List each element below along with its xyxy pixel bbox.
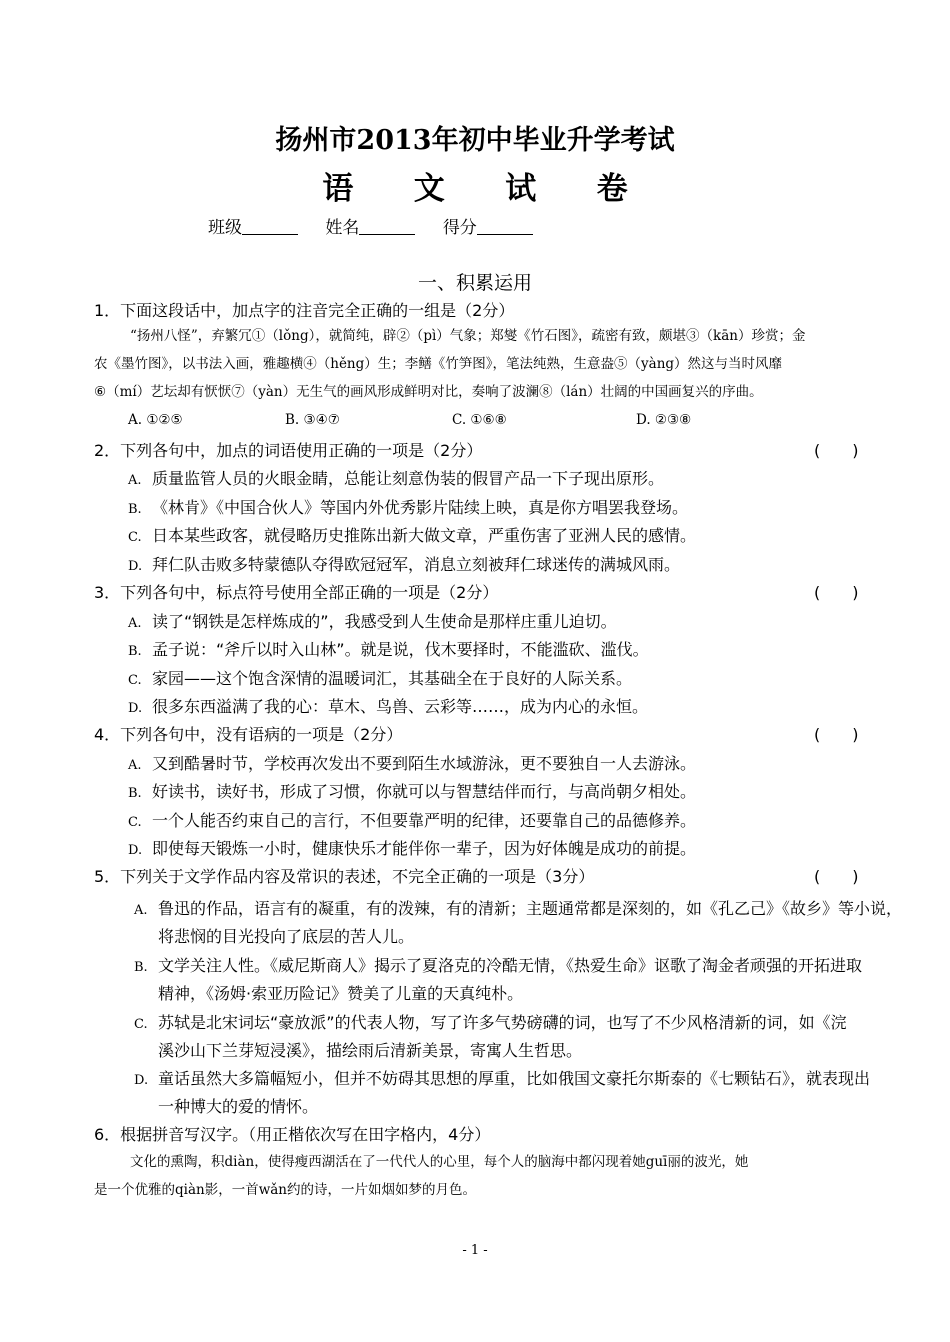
page-number: - 1 -: [462, 1243, 488, 1258]
q1-option-b[interactable]: B. ③④⑦: [285, 412, 340, 428]
q1-option-c[interactable]: C. ①⑥⑧: [452, 412, 507, 428]
q5-stem: 5．下列关于文学作品内容及常识的表述，不完全正确的一项是（3分） ( ): [94, 864, 594, 887]
q5-option-b-cont: 精神，《汤姆·索亚历险记》赞美了儿童的天真纯朴。: [158, 984, 524, 1003]
q4-stem: 4．下列各句中，没有语病的一项是（2分） ( ): [94, 722, 402, 745]
q2-option-d[interactable]: D. 拜仁队击败多特蒙德队夺得欧冠冠军，消息立刻被拜仁球迷传的满城风雨。: [128, 555, 681, 574]
q3-option-a[interactable]: A. 读了“钢铁是怎样炼成的”，我感受到人生使命是那样庄重儿迫切。: [128, 612, 617, 631]
q6-passage-line: 文化的熏陶，积diàn，使得瘦西湖活在了一代代人的心里，每个人的脑海中都闪现着她guī丽的波光，她: [130, 1154, 749, 1170]
exam-subtitle: 语 文 试 卷: [322, 171, 653, 207]
q5-option-a[interactable]: A. 鲁迅的作品，语言有的凝重，有的泼辣，有的清新；主题通常都是深刻的，如《孔乙己》《故乡》等小说，: [134, 899, 903, 918]
answer-bracket[interactable]: ( ): [814, 867, 859, 886]
class-label: 班级: [208, 218, 242, 238]
q4-option-a[interactable]: A. 又到酷暑时节，学校再次发出不要到陌生水域游泳，更不要独自一人去游泳。: [128, 754, 697, 773]
student-info-row: [208, 213, 555, 238]
q1-option-a[interactable]: A. ①②⑤: [128, 412, 183, 428]
q5-option-a-cont: 将悲悯的目光投向了底层的苦人儿。: [158, 927, 415, 946]
answer-bracket[interactable]: ( ): [814, 725, 859, 744]
q4-option-d[interactable]: D. 即使每天锻炼一小时，健康快乐才能伴你一辈子，因为好体魄是成功的前提。: [128, 839, 697, 858]
score-blank[interactable]: [477, 218, 533, 235]
q4-option-b[interactable]: B. 好读书，读好书，形成了习惯，你就可以与智慧结伴而行，与高尚朝夕相处。: [128, 782, 697, 801]
q2-option-b[interactable]: B. 《林肯》《中国合伙人》等国内外优秀影片陆续上映，真是你方唱罢我登场。: [128, 498, 689, 517]
q1-passage-line: 农《墨竹图》，以书法入画，雅趣横④（hěng）生；李鳝《竹笋图》，笔法纯熟，生意盎⑤（yàng）然这与当时风靡: [94, 356, 783, 372]
name-label: 姓名: [325, 218, 360, 238]
q2-option-c[interactable]: C. 日本某些政客，就侵略历史推陈出新大做文章，严重伤害了亚洲人民的感情。: [128, 526, 697, 545]
q5-option-d-cont: 一种博大的爱的情怀。: [158, 1097, 319, 1116]
score-label: 得分: [442, 218, 477, 238]
section-heading: 一、积累运用: [417, 272, 532, 294]
q3-option-d[interactable]: D. 很多东西溢满了我的心：草木、鸟兽、云彩等……，成为内心的永恒。: [128, 697, 649, 716]
q3-option-c[interactable]: C. 家园——这个饱含深情的温暖词汇，其基础全在于良好的人际关系。: [128, 669, 633, 688]
answer-bracket[interactable]: ( ): [814, 583, 859, 602]
q4-option-c[interactable]: C. 一个人能否约束自己的言行，不但要靠严明的纪律，还要靠自己的品德修养。: [128, 811, 697, 830]
q5-option-c-cont: 溪沙山下兰芽短浸溪》，描绘雨后清新美景，寄寓人生哲思。: [158, 1041, 583, 1060]
q1-passage-line: “扬州八怪”，弃繁冗①（lǒng），就简纯，辟②（pì）气象；郑燮《竹石图》，疏密有致，颇堪③（kān）珍赏；金: [130, 328, 806, 344]
q6-stem: 6．根据拼音写汉字。（用正楷依次写在田字格内，4分）: [94, 1125, 491, 1144]
class-blank[interactable]: [242, 218, 298, 235]
q5-option-d[interactable]: D. 童话虽然大多篇幅短小，但并不妨碍其思想的厚重，比如俄国文豪托尔斯泰的《七颗钻石》，就表现出: [134, 1069, 871, 1088]
exam-title: 扬州市2013年初中毕业升学考试: [275, 125, 675, 156]
answer-bracket[interactable]: ( ): [814, 441, 859, 460]
q2-option-a[interactable]: A. 质量监管人员的火眼金睛，总能让刻意伪装的假冒产品一下子现出原形。: [128, 469, 665, 488]
q2-stem: 2．下列各句中，加点的词语使用正确的一项是（2分） ( ): [94, 438, 482, 461]
q1-option-d[interactable]: D. ②③⑧: [636, 412, 692, 428]
name-blank[interactable]: [359, 218, 415, 235]
q6-passage-line: 是一个优雅的qiàn影，一首wǎn约的诗，一片如烟如梦的月色。: [94, 1182, 477, 1198]
q5-option-c[interactable]: C. 苏轼是北宋词坛“豪放派”的代表人物，写了许多气势磅礴的词，也写了不少风格清新的词，如《浣: [134, 1013, 847, 1032]
q1-stem: 1．下面这段话中，加点字的注音完全正确的一组是（2分）: [94, 301, 515, 320]
q3-option-b[interactable]: B. 孟子说：“斧斤以时入山林”。就是说，伐木要择时，不能滥砍、滥伐。: [128, 640, 649, 659]
q3-stem: 3．下列各句中，标点符号使用全部正确的一项是（2分） ( ): [94, 580, 498, 603]
q5-option-b[interactable]: B. 文学关注人性。《威尼斯商人》揭示了夏洛克的冷酷无情，《热爱生命》讴歌了淘金者顽强的开拓进取: [134, 956, 863, 975]
q1-passage-line: ⑥（mí）艺坛却有恹恹⑦（yàn）无生气的画风形成鲜明对比，奏响了波澜⑧（lán）壮阔的中国画复兴的序曲。: [94, 384, 763, 400]
